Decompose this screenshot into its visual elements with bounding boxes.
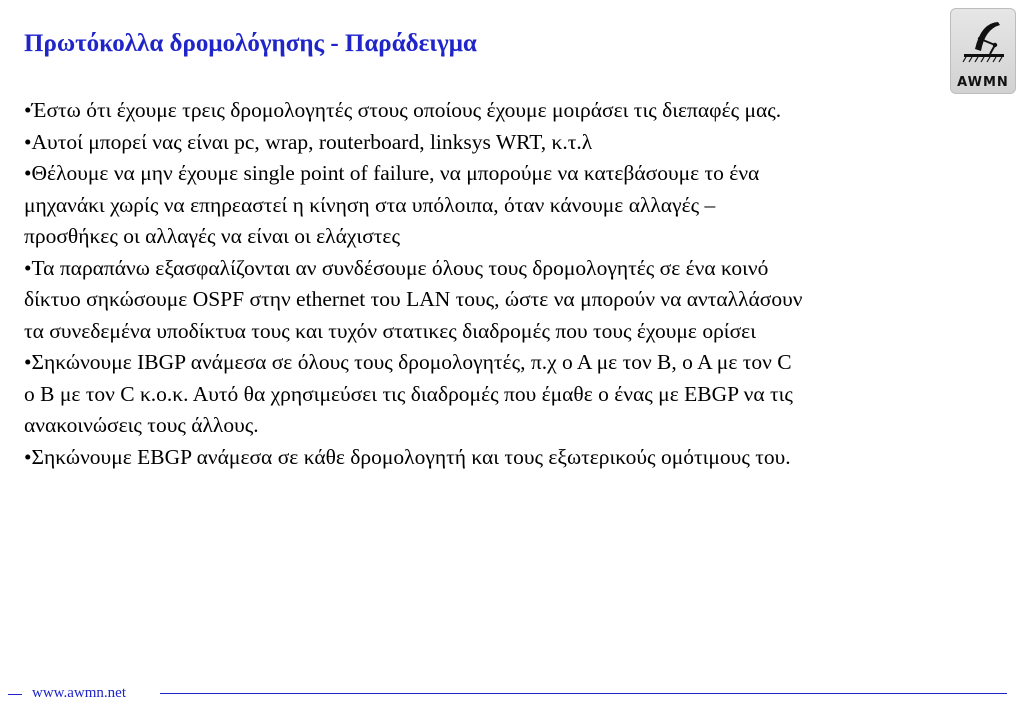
awmn-logo	[950, 8, 1016, 94]
footer-divider-left	[8, 694, 22, 695]
body-line: μηχανάκι χωρίς να επηρεαστεί η κίνηση στα υπόλοιπα, όταν κάνουμε αλλαγές –	[24, 192, 716, 217]
slide-title: Πρωτόκολλα δρομολόγησης - Παράδειγμα	[24, 30, 477, 57]
footer-url-link[interactable]: www.awmn.net	[32, 685, 127, 701]
body-line: •Αυτοί μπορεί νας είναι pc, wrap, routerboard, linksys WRT, κ.τ.λ	[24, 129, 593, 154]
body-line: •Τα παραπάνω εξασφαλίζονται αν συνδέσουμε όλους τους δρομολογητές σε ένα κοινό	[24, 255, 769, 280]
body-line: •Θέλουμε να μην έχουμε single point of failure, να μπορούμε να κατεβάσουμε το ένα	[24, 161, 760, 185]
body-line: ανακοινώσεις τους άλλους.	[24, 413, 259, 437]
body-line: •Σηκώνουμε EBGP ανάμεσα σε κάθε δρομολογητή και τους εξωτερικούς ομότιμους του.	[24, 444, 791, 469]
slide-body	[24, 95, 1004, 473]
body-line: τα συνεδεμένα υποδίκτυα τους και τυχόν στατικες διαδρομές που τους έχουμε ορίσει	[24, 318, 756, 343]
svg-text:AWMN: AWMN	[957, 75, 1009, 90]
body-line: •Σηκώνουμε IBGP ανάμεσα σε όλους τους δρομολογητές, π.χ ο Α με τον Β, ο Α με τον C	[24, 350, 792, 374]
dish-antenna-icon	[951, 9, 1015, 93]
body-line: προσθήκες οι αλλαγές να είναι οι ελάχιστες	[24, 224, 400, 248]
body-line: δίκτυο σηκώσουμε OSPF στην ethernet του LAN τους, ώστε να μπορούν να ανταλλάσουν	[24, 287, 803, 311]
body-line: •Έστω ότι έχουμε τρεις δρομολογητές στους οποίους έχουμε μοιράσει τις διεπαφές μας.	[24, 98, 782, 122]
body-line: ο Β με τον C κ.ο.κ. Αυτό θα χρησιμεύσει τις διαδρομές που έμαθε ο ένας με EBGP να τις	[24, 381, 793, 406]
footer-divider-right	[160, 693, 1007, 694]
